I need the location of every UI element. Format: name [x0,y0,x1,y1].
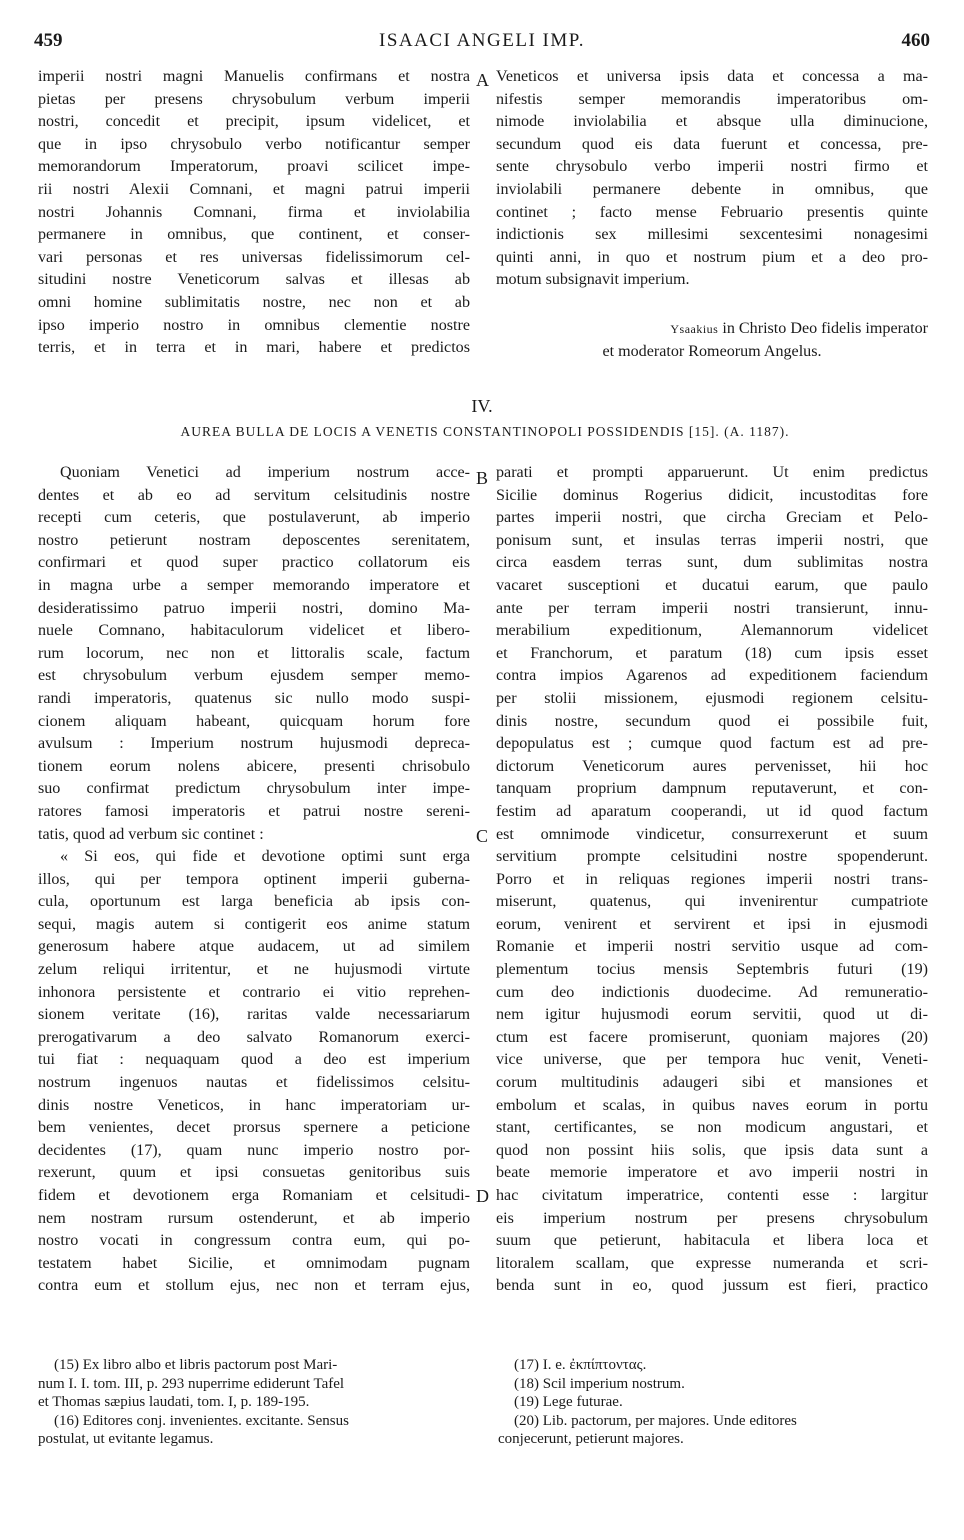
text-line: desideratissimo patruo imperii nostri, domino Ma- [38,599,470,617]
text-line: ponisum sunt, et insulas terras imperii nostri, que [496,531,928,549]
text-line: nostri, concedit et precipit, ipsum videlicet, et [38,113,470,131]
text-line: testatem habet Sicilie, et omnimodam pugnam [38,1254,470,1272]
text-line: quod non possint hiis solis, que ipsis data sunt a [496,1141,928,1159]
signature-name: Ysaakius [670,322,719,336]
margin-marker-a: A [476,70,489,90]
text-line: sente chrysobulo verbo imperii nostri firmo et [496,158,928,176]
text-line: embolum et scalas, in quibus naves eorum in portu [496,1096,928,1114]
text-line: Sicilie dominus Rogerius didicit, incustoditas fore [496,486,928,504]
text-line: dinis nostre Veneticos, in hanc imperatoriam ur- [38,1096,470,1114]
text-line: nostri Johannis Comnani, firma et inviolabilia [38,203,470,221]
footnote-line: (20) Lib. pactorum, per majores. Unde editores [514,1412,797,1429]
text-line: nifestis semper memorandis imperatoribus om- [496,90,928,108]
text-line: tatis, quod ad verbum sic continet : [38,825,264,843]
text-line: corum multitudinis adaugeri sibi et mansiones et [496,1074,928,1092]
section-title: AUREA BULLA DE LOCIS A VENETIS CONSTANTINOPOLI POSSIDENDIS [15]. (A. 1187). [180,424,790,439]
text-line: eis imperium nostrum per presens chrysobulum [496,1209,928,1227]
text-line: nimode inviolabilia et absque ulla diminucione, [496,113,928,131]
text-line: contra impios Agarenos ad expeditionem faciendum [496,667,928,685]
text-line: generosum habere atque audacem, ut ad similem [38,938,470,956]
text-line: bem venientes, decet prorsus spernere a peticione [38,1119,470,1137]
text-line: Quoniam Venetici ad imperium nostrum acce- [60,464,470,481]
text-line: nem igitur hujusmodi eorum servitii, quod ut di- [496,1006,928,1024]
margin-marker-d: D [476,1186,489,1206]
text-line: cum deo indictionis duodecime. Ad remuneratio- [496,983,928,1001]
text-line: Porro et in reliquas regiones imperii nostri trans- [496,870,928,888]
text-line: nostrum ingenuos nautas et fidelissimos celsitu- [38,1074,470,1092]
text-line: partes imperii nostri, que circha Greciam et Pelo- [496,509,928,527]
text-line: circa easdem terras sunt, dum sublimitas nostra [496,554,928,572]
text-line: permanere in omnibus, que continent, et conser- [38,226,470,244]
margin-marker-c: C [476,826,489,846]
signature-line-1 [496,318,928,341]
text-line: nostro vocati in congressum contra eum, qui po- [38,1232,470,1250]
text-line: inviolabili permanere debente in omnibus, que [496,180,928,198]
text-line: cionem aliquam habeant, quicquam horum fore [38,712,470,730]
body-right-column [496,462,928,1298]
text-line: beate memorie imperatore et avo imperii nostri in [496,1164,928,1182]
signature-text-1: in Christo Deo fidelis imperator [718,320,928,337]
text-line: quinti anni, in quo et nostrum pium et a deo pro- [496,248,928,266]
text-line: randi imperatoris, quatenus sic nullo modo suspi- [38,689,470,707]
text-line: depopulatus est ; cumque quod factum est ad pre- [496,735,928,753]
text-line: parati et prompti apparuerunt. Ut enim predictus [496,464,928,481]
footnote-line: (19) Lege futurae. [514,1394,623,1410]
text-line: ipso imperio nostro in omnibus clementie nostre [38,316,470,334]
text-line: sionem veritate (16), raritas valde necessariarum [38,1006,470,1024]
footnote-line: num I. I. tom. III, p. 293 nuperrime ediderunt Tafel [38,1375,345,1392]
text-line: omni homine sublimitatis nostre, nec non et ab [38,293,470,311]
text-line: rexerunt, quum et ipsi consuetas genitoribus suis [38,1164,470,1182]
text-line: illos, qui per tempora optinent imperii guberna- [38,870,470,888]
text-line: miserunt, quatenus, qui invenirentur cumpatriote [496,893,928,911]
text-line: « Si eos, qui fide et devotione optimi sunt erga [60,848,470,866]
text-line: tui fiat : nequaquam quod a deo est imperium [38,1051,470,1069]
text-line: fidem et devotionem erga Romaniam et celsitudi- [38,1187,470,1204]
top-left-column [38,66,470,360]
page-number-left: 459 [34,30,63,51]
text-line: est omnimode vindicetur, consurrexerunt et suum [496,825,928,843]
text-line: dentes et ab eo ad servitum celsitudinis nostre [38,486,470,504]
body-left-column [38,462,470,1298]
running-title: ISAACI ANGELI IMP. [379,30,585,51]
section-number: IV. [471,396,493,416]
text-line: situdini nostre Veneticorum salvas et illesas ab [38,271,470,289]
text-line: Romanie et imperii nostri servitio usque ad com- [496,938,928,956]
text-line: stant, certificantes, se non modicum angustari, et [496,1119,928,1137]
text-line: nuele Comnano, habitaculorum videlicet et libero- [38,622,470,640]
page-number-right: 460 [901,30,930,51]
text-line: dinis nostre, secundum quod ei possibile fuit, [496,712,928,730]
text-line: sequi, magis autem si contigerit eos anime statum [38,915,470,933]
text-line: motum subsignavit imperium. [496,271,690,289]
text-line: ratores famosi imperatoris et patrui nostre sereni- [38,802,470,820]
footnote-line: (16) Editores conj. invenientes. excitante. Sensus [54,1412,349,1429]
signature-block [496,318,928,363]
text-line: rii nostri Alexii Comnani, et magni patrui imperii [38,180,470,198]
footnote-line: (18) Scil imperium nostrum. [514,1375,685,1392]
text-line: eorum, venirent et servirent et ipsi in ejusmodi [496,915,928,933]
text-line: per stolii missionem, ejusmodi regionem celsitu- [496,689,928,707]
footnotes-right [498,1356,934,1449]
text-line: memorandorum Imperatorum, proavi scilicet impe- [38,158,470,176]
text-line: contra eum et stollum ejus, nec non et terram ejus, [38,1277,470,1295]
text-line: secundum quod eis data fuerunt et concessa, pre- [496,135,928,153]
text-line: prerogativarum a deo salvato Romanorum exerci- [38,1028,470,1046]
text-line: suo confirmat predictum chrysobulum inter impe- [38,780,470,798]
footnote-line: et Thomas sæpius laudati, tom. I, p. 189-195. [38,1394,310,1410]
text-line: festim ad aparatum cooperandi, ut id quod factum [496,802,928,820]
text-line: inhonora persistente et contrario ei vitio reprehen- [38,983,470,1001]
text-line: servitium prompte celsitudini nostre spopenderunt. [496,848,928,866]
text-line: avulsum : Imperium nostrum hujusmodi depreca- [38,735,470,753]
page-header [34,30,930,56]
text-line: decidentes (17), quam nunc imperio nostro por- [38,1141,470,1159]
text-line: rum locorum, nec non et littoralis scale, factum [38,644,470,662]
text-line: ante per terram imperii nostri transierunt, innu- [496,599,928,617]
text-line: tionem eorum nolens abicere, presenti chrisobulo [38,757,470,775]
text-line: in magna urbe a semper memorando imperatore et [38,576,470,594]
top-right-column [496,66,928,292]
text-line: hac civitatum imperatrice, contenti esse : largitur [496,1187,928,1204]
signature-line-2: et moderator Romeorum Angelus. [602,342,822,360]
text-line: est chrysobulum verbum ejusdem semper memo- [38,667,470,685]
text-line: indictionis sex millesimi sexcentesimi nonagesimi [496,226,928,244]
text-line: plementum tocius mensis Septembris futuri (19) [496,961,928,979]
text-line: dictorum Veneticorum aures pervenisset, hii hoc [496,757,928,775]
text-line: litoralem scallam, que expresse numeranda et scri- [496,1254,928,1272]
text-line: benda sunt in eo, quod jussum est fieri, practico [496,1277,928,1295]
footnote-line: (15) Ex libro albo et libris pactorum post Mari- [54,1357,338,1373]
text-line: terris, et in terra et in mari, habere et predictos [38,339,470,357]
text-line: que in ipso chrysobulo verbo notificantur semper [38,135,470,153]
footnotes-left [38,1356,478,1449]
margin-marker-b: B [476,468,489,488]
text-line: zelum reliqui irritentur, et ne hujusmodi virtute [38,961,470,979]
text-line: pietas per presens chrysobulum verbum imperii [38,90,470,108]
text-line: nostro petierunt nostram deposcentes serenitatem, [38,531,470,549]
text-line: continet ; facto mense Februario presentis quinte [496,203,928,221]
text-line: confirmari et quod super practico collatorum eis [38,554,470,572]
text-line: merabilium expeditionum, Alemannorum videlicet [496,622,928,640]
text-line: suum que petierunt, habitacula et libera loca et [496,1232,928,1250]
text-line: cula, oportunum est larga beneficia ab ipsis con- [38,893,470,911]
text-line: ctum est facere promiserunt, quoniam majores (20) [496,1028,928,1046]
text-line: et Franchorum, et paratum (18) cum ipsis esset [496,644,928,662]
footnote-line: conjecerunt, petierunt majores. [498,1431,684,1447]
text-line: vacaret susceptioni et ducatui earum, que paulo [496,576,928,594]
text-line: nem nostram rursum ostenderunt, et ab imperio [38,1209,470,1227]
text-line: vice universe, que per tempora huc venit, Veneti- [496,1051,928,1069]
footnote-line: postulat, ut evitante legamus. [38,1431,214,1447]
text-line: recepti cum ceteris, que postulaverunt, ab imperio [38,509,470,527]
text-line: tanquam proprium dampnum reputaverunt, et con- [496,780,928,798]
text-line: vari personas et res universas fidelissimorum cel- [38,248,470,266]
text-line: Veneticos et universa ipsis data et concessa a ma- [496,68,928,85]
text-line: imperii nostri magni Manuelis confirmans et nostra [38,68,470,85]
footnote-line: (17) I. e. ἐκπίπτοντας. [514,1357,647,1373]
